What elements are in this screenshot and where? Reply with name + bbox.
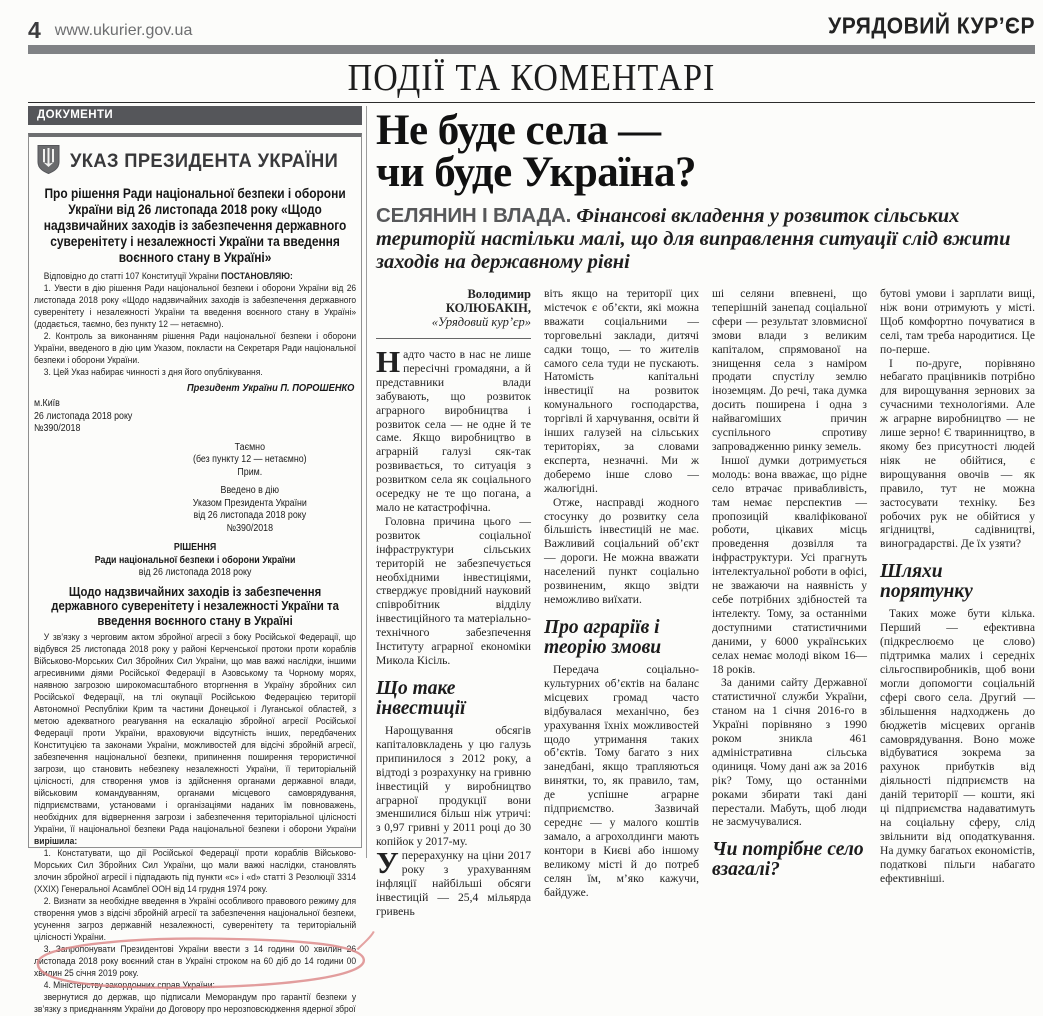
article-column-3 <box>712 287 867 919</box>
page-number: 4 <box>28 17 41 43</box>
decision-paragraph: 1. Констатувати, що дії Російської Федерації проти кораблів Військово-Морських Сил Збройних Сил України, що мали важкі наслідки, становлять злочин збройної агресії і підпадають під пункти «c» і «d» статті 3 Резолюції 3314 (XXIX) Генеральної Асамблеї ООН від 14 грудня 1974 року. <box>34 848 357 895</box>
trident-shield-icon <box>36 144 61 179</box>
article-paragraph: Таких може бути кілька. Перший — ефективна (підкреслюємо це слово) підтримка малих і середніх сільгоспвиробників, щоб вони могли допомогти соціальній сфері свого села. Другий — збільшення надходжень до бюджетів місцевих органів самоврядування. Воно може відбуватися зокрема за рахунок прибутків від діяльності підприємств на даній території — кошти, які ці підприємства надаватимуть на соціальну сферу, слід звільнити від оподаткування. На думку багатьох економістів, податкові пільги набагато ефективніші. <box>880 607 1035 885</box>
article-paragraph: Отже, насправді жодного стосунку до розвитку села більшість інвестицій не має. Важливий соціальний об’єкт — дороги. Не можна вважати населений пункт соціально розвиненим, якщо звідти неможливо виїхати. <box>544 495 699 606</box>
decree-body <box>34 271 356 379</box>
enactment-block: Введено в дію Указом Президента України від 26 листопада 2018 року №390/2018 <box>192 485 307 534</box>
header-rule-bar <box>28 45 1035 54</box>
article-paragraph: бутові умови і зарплати вищі, ніж вони отримують у місті. Щоб комфортно почуватися в селі, там треба народитися. Це по-перше. <box>880 287 1035 356</box>
article-lede: Фінансові вкладення у розвиток сільських територій настільки малі, що для виправлення ситуації слід вжити заходів на державному рівні <box>376 205 1011 273</box>
documents-column <box>28 106 362 1015</box>
page-header <box>28 0 1035 43</box>
article-paragraph: віть якщо на території цих містечок є об’єкти, які можна вважати соціальними — торговельні заклади, дитячі садки тощо, — то жителів самого села туди не пускають. Натомість капітальні інвестиції на розвиток комунального господарства, торгівлі й харчування, освіти й інших галузей на сільських територіях, за словами експерта, незначні. Ми ж доберемо інше слово — жалюгідні. <box>544 287 699 495</box>
masthead: УРЯДОВИЙ КУР’ЄР <box>828 13 1035 39</box>
article-lede-block <box>376 205 1035 273</box>
decree-paragraph: 3. Цей Указ набирає чинності з дня його опублікування. <box>43 367 263 378</box>
article-paragraph: ші селяни впевнені, що теперішній занепад соціальної сфери — результат зловмисної змови влади з великим капіталом, спрямованої на знищення села з наміром продати спустілу землю іноземцям. До речі, така думка досить поширена і одна з найвагоміших причин суспільного спротиву запровадженню ринку земель. <box>712 287 867 454</box>
site-url: www.ukurier.gov.ua <box>54 22 193 39</box>
article-paragraph: Надто часто в нас не лише пересічні громадяни, а й представники влади забувають, що розвиток аграрного виробництва і розвиток села — не одне й те саме. Якщо виробництво в аграрній галузі сяк-так розвивається, то ситуація з розвитком села як соціального осередку не те що погана, а мало не катастрофічна. <box>376 344 531 515</box>
decision-item-martial-law: 3. Запропонувати Президентові України ввести з 14 години 00 хвилин 26 листопада 2018 року воєнний стан в Україні строком на 60 діб до 14 години 00 хвилин 25 січня 2019 року. <box>34 944 356 980</box>
decree-paragraph: 2. Контроль за виконанням рішення Ради національної безпеки і оборони України, введеного в дію цим Указом, покласти на Секретаря Ради національної безпеки і оборони України. <box>34 331 357 366</box>
decision-title: Щодо надзвичайних заходів із забезпечення державного суверенітету і незалежності України та введення воєнного стану в Україні <box>51 583 339 628</box>
article-subhead: Про аграріїв і теорію змови <box>544 616 662 658</box>
article-subhead: Чи потрібне село взагалі? <box>712 839 864 881</box>
decree-paragraph: Відповідно до статті 107 Конституції України ПОСТАНОВЛЯЮ: <box>43 271 293 282</box>
article-column-2 <box>544 287 699 919</box>
column-divider <box>366 106 367 858</box>
signature: Президент України П. ПОРОШЕНКО <box>186 382 355 394</box>
article-paragraph: Головна причина цього — розвиток соціальної інфраструктури сільських територій не забезпечується необхідними інвестиціями, стверджує провідний науковий співробітник відділу інвестиційного та матеріально-технічного забезпечення Інституту аграрної економіки Микола Кісіль. <box>376 514 531 667</box>
decision-heading: РІШЕННЯ Ради національної безпеки і оборони України від 26 листопада 2018 року <box>94 542 296 578</box>
decision-paragraph: звернутися до держав, що підписали Меморандум про гарантії безпеки у зв’язку з приєднанням України до Договору про нерозповсюдження ядерної зброї <box>34 992 357 1015</box>
decision-body <box>34 632 356 1016</box>
documents-label: ДОКУМЕНТИ <box>28 106 362 125</box>
article-column-4 <box>880 287 1035 919</box>
kicker-label: СЕЛЯНИН І ВЛАДА. <box>376 204 572 228</box>
decree-meta: м.Київ 26 листопада 2018 року №390/2018 <box>34 398 133 434</box>
decree-heading: УКАЗ ПРЕЗИДЕНТА УКРАЇНИ <box>70 150 339 172</box>
article-paragraph: Іншої думки дотримується молодь: вона вважає, що рідне село втрачає привабливість, там немає перспектив — пропозицій кваліфікованої роботи, цікавих місць проведення дозвілля та інфраструктури. Усі прагнуть інтелектуальної роботи в офісі, не зважаючи на наявність у себе потрібних здібностей та інтелекту. Тому, за останніми доступними статистичними даними, у 6000 українських селах немає молоді віком 16—18 років. <box>712 453 867 676</box>
decision-paragraph: 4. Міністерству закордонних справ України: <box>43 980 215 991</box>
article-subhead: Шляхи порятунку <box>880 561 973 603</box>
decision-paragraph: У зв’язку з черговим актом збройної агресії з боку Російської Федерації, що відбувся 25 листопада 2018 року у районі Керченської протоки проти кораблів Військово-Морських Сил Збройних Сил України, що мав важкі наслідки, іншими агресивними діями Російської Федерації в Азовському та Чорному морях, наявною загрозою широкомасштабного вторгнення в Україну збройних сил Російської Федерації, на тлі окупації Російською Федерацією території Автономної Республіки Крим та частини Донецької і Луганської областей, з метою адекватного реагування на ескалацію збройної агресії Російської Федерації проти України, враховуючи відсутність інших, передбачених Конституцією та законами України, можливостей для відсічі збройній агресії, забезпечення національної безпеки, припинення поширення терористичної загрози, що становить небезпеку незалежності України, її територіальній цілісності, для створення умов із здійснення органами державної влади, військовим командуванням, органами місцевого самоврядування, підприємствами, установами і організаціями наданих їм повноважень, необхідних для відвернення загрози і забезпечення територіальної цілісності України, її національної безпеки Рада національної безпеки і оборони України вирішила: <box>34 632 357 847</box>
drop-cap: Н <box>376 344 401 380</box>
drop-cap: У <box>376 845 399 881</box>
section-title: ПОДІЇ ТА КОМЕНТАРІ <box>347 57 716 100</box>
article-paragraph: І по-друге, порівняно небагато працівників потрібно для вирощування зернових за сучасними технологіями. Але ж аграрне виробництво — не лише зерно! Є тваринництво, в якому без присутності людей ніяк не обійтися, є вирощування овочів — як правило, тут не можна застосувати техніку. Без робочих рук не обійтися у ягідництві, садівництві, виноградарстві. Де їх узяти? <box>880 356 1035 551</box>
article-headline: Не буде села — чи буде Україна? <box>376 107 696 196</box>
article-column-1 <box>376 287 531 919</box>
byline: Володимир КОЛЮБАКІН, «Урядовий кур’єр» <box>376 287 531 339</box>
secrecy-block: Таємно (без пункту 12 — нетаємно) Прим. <box>192 441 307 478</box>
decision-paragraph: 2. Визнати за необхідне введення в Україні особливого правового режиму для створення умов з відсічі збройній агресії та забезпечення національної безпеки, усунення загроз державній незалежності, суверенітету та територіальній цілісності України. <box>34 896 357 943</box>
article-paragraph: Уперерахунку на ціни 2017 року з урахуванням інфляції найбільші обсяги інвестицій — 25,4 мільярда гривень <box>376 845 531 918</box>
article-paragraph: Нарощування обсягів капіталовкладень у цю галузь припинилося з 2012 року, а відтоді з розрахунку на гривню інвестицій у виробництво аграрної продукції вони зменшилися більш ніж утричі: з 0,97 гривні у 2011 році до 30 копійок у 2017-му. <box>376 724 531 849</box>
article-subhead: Що таке інвестиції <box>376 677 466 719</box>
section-rule <box>28 102 1035 103</box>
decree-paragraph: 1. Увести в дію рішення Ради національної безпеки і оборони України від 26 листопада 2018 року «Щодо надзвичайних заходів із забезпечення державного суверенітету і незалежності України та введення воєнного стану в Україні» (додається, таємно, без пункту 12 — нетаємно). <box>34 283 357 330</box>
article-columns <box>376 287 1035 919</box>
main-article <box>370 106 1035 918</box>
decree-title: Про рішення Ради національної безпеки і оборони України від 26 листопада 2018 року «Щодо надзвичайних заходів із забезпечення державного суверенітету і незалежності України та введення воєнного стану в Україні» <box>43 186 347 265</box>
article-paragraph: Передача соціально-культурних об’єктів на баланс місцевих громад часто відбувалася механічно, без урахування їхніх можливостей щодо утримання таких об’єктів. Тому багато з них занедбані, якщо трапляються винятки, то, як правило, там, де успішне аграрне підприємство. Зазвичай середнє — у малого коштів замало, а агрохолдинги мають контори в Києві або іншому великому місті й до потреб селян їм, м’яко кажучи, байдуже. <box>544 663 699 899</box>
decree-box <box>28 133 362 1015</box>
article-paragraph: За даними сайту Державної статистичної служби України, станом на 1 січня 2016-го в Україні порівняно з 1990 роком зникла 461 адміністративна сільська одиниця. Чому дані аж за 2016 рік? Тому, що останніми роками збирати такі дані перестали. Мабуть, щоб люди не засмучувалися. <box>712 676 867 829</box>
